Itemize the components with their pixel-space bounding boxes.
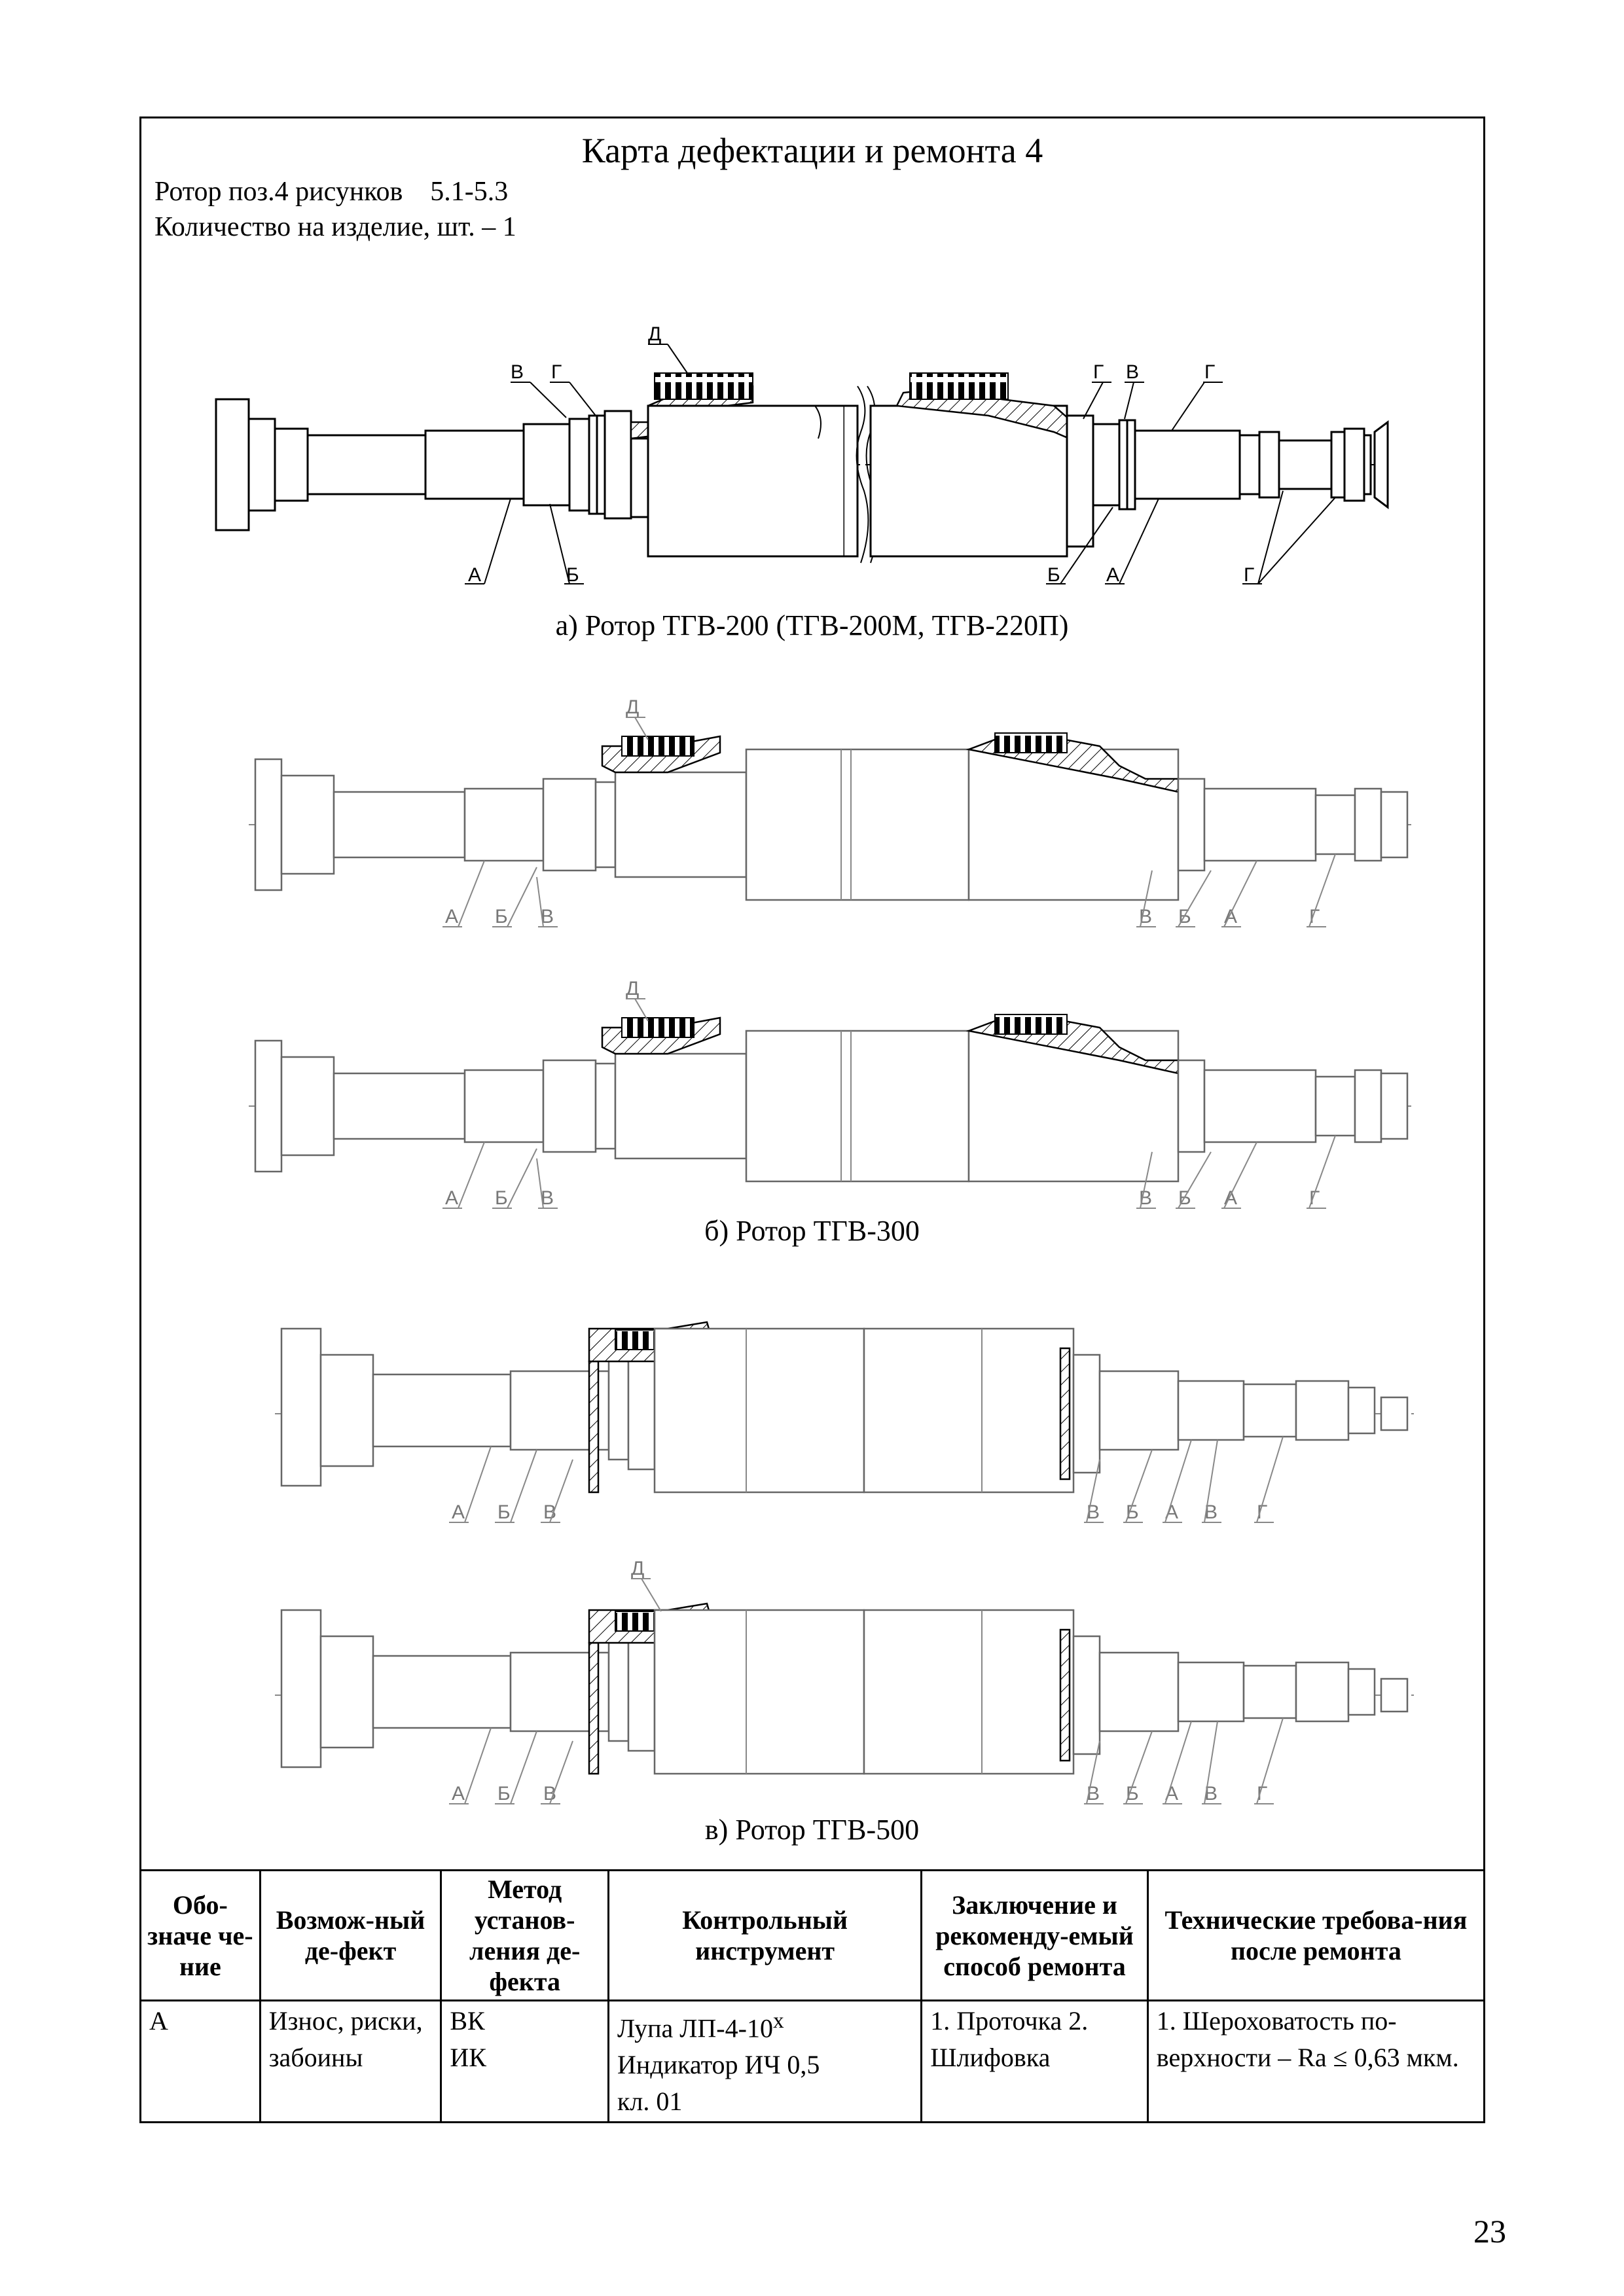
method-line-2: ИК bbox=[450, 2043, 486, 2072]
tool-magnifier: Лупа ЛП-4-10 bbox=[617, 2013, 773, 2043]
label-d: Д bbox=[626, 696, 640, 718]
label-v-right: В bbox=[1139, 906, 1153, 927]
label-g-shaft-top: Г bbox=[1204, 361, 1216, 383]
card-title: Карта дефектации и ремонта 4 bbox=[581, 131, 1043, 170]
label-a-right: А bbox=[1224, 906, 1238, 927]
defect-table bbox=[139, 1869, 1485, 2123]
label-b: Б bbox=[495, 1187, 508, 1209]
tool-superscript: x bbox=[772, 2009, 784, 2033]
label-v: В bbox=[543, 1783, 557, 1804]
tool-line-2: Индикатор ИЧ 0,5 bbox=[617, 2050, 820, 2080]
caption-rotor-tgv200: а) Ротор ТГВ-200 (ТГВ-200М, ТГВ-220П) bbox=[555, 609, 1069, 641]
label-g-left-top: Г bbox=[551, 361, 562, 383]
label-v-shaft: В bbox=[1204, 1783, 1218, 1804]
page-number: 23 bbox=[1473, 2213, 1506, 2250]
label-b-right: Б bbox=[1126, 1501, 1139, 1523]
cell-conclusion: 1. Проточка 2. Шлифовка bbox=[922, 2001, 1148, 2123]
cell-designation: А bbox=[141, 2001, 261, 2123]
label-d: Д bbox=[631, 1558, 645, 1579]
label-g-right: Г bbox=[1309, 1187, 1320, 1209]
label-d: Д bbox=[626, 978, 640, 999]
label-a-right: А bbox=[1165, 1501, 1179, 1523]
rotor-tgv500-drawing-2 bbox=[275, 1558, 1427, 1806]
label-b-right-bottom: Б bbox=[1047, 564, 1060, 586]
caption-rotor-tgv300: б) Ротор ТГВ-300 bbox=[704, 1215, 920, 1247]
label-a: А bbox=[445, 906, 459, 927]
label-b: Б bbox=[497, 1783, 511, 1804]
label-a: А bbox=[452, 1783, 465, 1804]
label-v-right: В bbox=[1139, 1187, 1153, 1209]
rotor-tgv500-drawing-1 bbox=[275, 1276, 1427, 1525]
part-quantity: Количество на изделие, шт. – 1 bbox=[154, 212, 516, 242]
label-v-left-top: В bbox=[511, 361, 524, 383]
label-b: Б bbox=[497, 1501, 511, 1523]
label-b-right: Б bbox=[1126, 1783, 1139, 1804]
header-method: Метод установ-ления де-фекта bbox=[441, 1871, 609, 2001]
table-header-row bbox=[141, 1871, 1485, 2001]
label-v: В bbox=[543, 1501, 557, 1523]
label-g-right: Г bbox=[1309, 906, 1320, 927]
header-conclusion: Заключение и рекоменду-емый способ ремонта bbox=[922, 1871, 1148, 2001]
label-b-right: Б bbox=[1178, 1187, 1191, 1209]
label-g-right-bottom: Г bbox=[1244, 564, 1255, 586]
label-d-top: Д bbox=[648, 323, 662, 345]
label-v-right: В bbox=[1087, 1783, 1100, 1804]
label-b-right: Б bbox=[1178, 906, 1191, 927]
label-a: А bbox=[445, 1187, 459, 1209]
table-row bbox=[141, 2001, 1485, 2123]
label-v-right: В bbox=[1087, 1501, 1100, 1523]
label-v-shaft: В bbox=[1204, 1501, 1218, 1523]
label-g-right-top: Г bbox=[1093, 361, 1104, 383]
rotor-tgv300-drawing-2 bbox=[249, 962, 1427, 1217]
label-g: Г bbox=[1257, 1783, 1268, 1804]
label-v-right-top: В bbox=[1126, 361, 1140, 383]
tool-line-3: кл. 01 bbox=[617, 2087, 683, 2117]
cell-requirements: 1. Шероховатость по-верхности – Ra ≤ 0,63 мкм. bbox=[1147, 2001, 1484, 2123]
label-a-right-bottom: А bbox=[1106, 564, 1120, 586]
label-v: В bbox=[541, 1187, 554, 1209]
label-a-right: А bbox=[1224, 1187, 1238, 1209]
method-line-1: ВК bbox=[450, 2006, 485, 2036]
header-designation: Обо-значе че-ние bbox=[141, 1871, 261, 2001]
header-requirements: Технические требова-ния после ремонта bbox=[1147, 1871, 1484, 2001]
header-tool: Контрольный инструмент bbox=[609, 1871, 922, 2001]
label-a-left-bottom: А bbox=[468, 564, 482, 586]
cell-defect: Износ, риски, забоины bbox=[260, 2001, 441, 2123]
label-b-left-bottom: Б bbox=[566, 564, 579, 586]
label-b: Б bbox=[495, 906, 508, 927]
cell-method bbox=[441, 2001, 609, 2123]
label-g: Г bbox=[1257, 1501, 1268, 1523]
part-reference: Ротор поз.4 рисунков 5.1-5.3 bbox=[154, 177, 509, 207]
header-defect: Возмож-ный де-фект bbox=[260, 1871, 441, 2001]
cell-tool bbox=[609, 2001, 922, 2123]
caption-rotor-tgv500: в) Ротор ТГВ-500 bbox=[704, 1814, 920, 1846]
rotor-tgv200-drawing bbox=[203, 301, 1394, 615]
rotor-tgv300-drawing-1 bbox=[249, 681, 1427, 936]
label-a-right: А bbox=[1165, 1783, 1179, 1804]
label-v: В bbox=[541, 906, 554, 927]
tool-line-1 bbox=[617, 2003, 912, 2047]
label-a: А bbox=[452, 1501, 465, 1523]
